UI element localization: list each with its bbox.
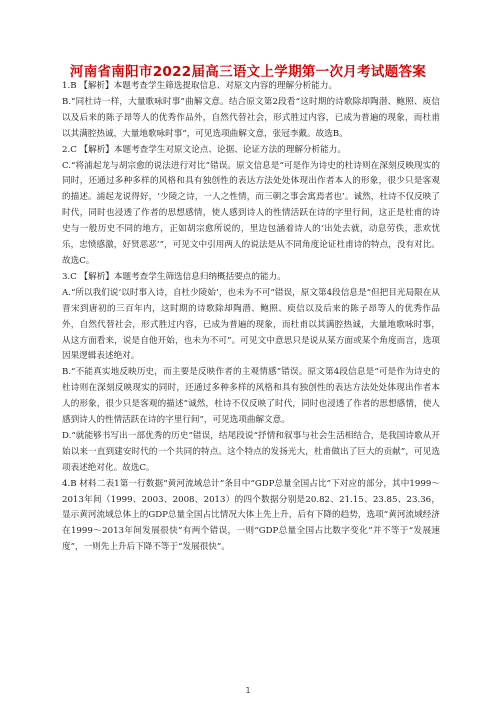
paragraph: 2.C 【解析】本题考查学生对原文论点、论据、论证方法的理解分析能力。	[62, 144, 346, 155]
page-number: 1	[245, 686, 251, 695]
paragraph: B.“同杜诗一样，大量歌咏时事”曲解文意。结合原文第2段看“这时期的诗歌除却陶潜、鲍照、庾信以及后来的陈子昂等人的优秀作品外，自然代替社会，形式胜过内容，已成为普遍的现象，而杜甫以其满腔热诚，大量地歌咏时事”，可见选项曲解文意，张冠李戴。故选B。	[62, 96, 440, 139]
paragraph: A.“所以我们说‘以时事入诗，自杜少陵始’，也未为不可”错误，原文第4段信息是“但把目光局限在从晋宋到唐初的三百年内，这时期的诗歌除却陶潜、鲍照、庾信以及后来的陈子昂等人的优秀作品外，自然代替社会，形式胜过内容，已成为普遍的现象，而杜甫以其满腔热诚，大量地歌咏时事，从这方面看来，说是自他开始，也未为不可”。可见文中意思只是说从某方面或某个角度而言，选项因果逻辑表述绝对。	[62, 287, 440, 362]
paragraph: D.“就能够书写出一部优秀的历史”错误，结尾段说“抒情和叙事与社会生活相结合，是我国诗歌从开始以来一直到建安时代的一个共同的特点。这个特点的发扬光大，杜甫做出了巨大的贡献”，可见选项表述绝对化。故选C。	[62, 430, 440, 473]
paragraph: B.“不能真实地反映历史，而主要是反映作者的主观情感”错误。原文第4段信息是“可是作为诗史的杜诗则在深刻反映现实的同时，还通过多种多样的风格和具有独创性的表达方法处处体现出作者本人的形象，很少只是客观的描述”诚然，杜诗不仅反映了时代，同时也浸透了作者的思想感情，使人感到诗人的性情活跃在诗的字里行间”，可见选项曲解文意。	[62, 367, 440, 426]
answer-body	[62, 79, 440, 556]
paragraph: 1.B 【解析】本题考查学生筛选提取信息、对原文内容的理解分析能力。	[62, 81, 338, 91]
document-title: 河南省南阳市2022届高三语文上学期第一次月考试题答案	[69, 64, 427, 80]
paragraph: C.“将浦起龙与胡宗愈的说法进行对比”错误。原文信息是“可是作为诗史的杜诗则在深刻反映现实的同时，还通过多种多样的风格和具有独创性的表达方法处处体现出作者本人的形象，很少只是客观的描述。浦起龙说得好，‘少陵之诗，一人之性情，而三朝之事会寓焉者也’。诚然，杜诗不仅反映了时代，同时也浸透了作者的思想感情，使人感到诗人的性情活跃在诗的字里行间，这正是杜甫的诗史与一般历史不同的地方，正如胡宗愈所说的，里边包涵着诗人的‘出处去就，动息劳佚，悲欢忧乐，忠愤感激，好贤恶恶’”，可见文中引用两人的说法是从不同角度论证杜甫诗的特点，没有对比。故选C。	[62, 160, 440, 266]
paragraph: 3.C 【解析】本题考查学生筛选信息归纳概括要点的能力。	[62, 271, 286, 282]
paragraph: 4.B 材料二表1第一行数据“黄河流域总计”条目中“GDP总量全国占比”下对应的部分，其中1999～2013年间（1999、2003、2008、2013）的四个数据分别是20.82、21.15、23.85、23.36，显示黄河流域总体上的GDP总量全国占比情况大体上先上升，后有下降的趋势，选项“黄河流域经济在1999～2013年间发展很快”有两个错误，一则“GDP总量全国占比数字变化”并不等于“发展速度”，一则先上升后下降不等于“发展很快”。	[62, 478, 440, 553]
